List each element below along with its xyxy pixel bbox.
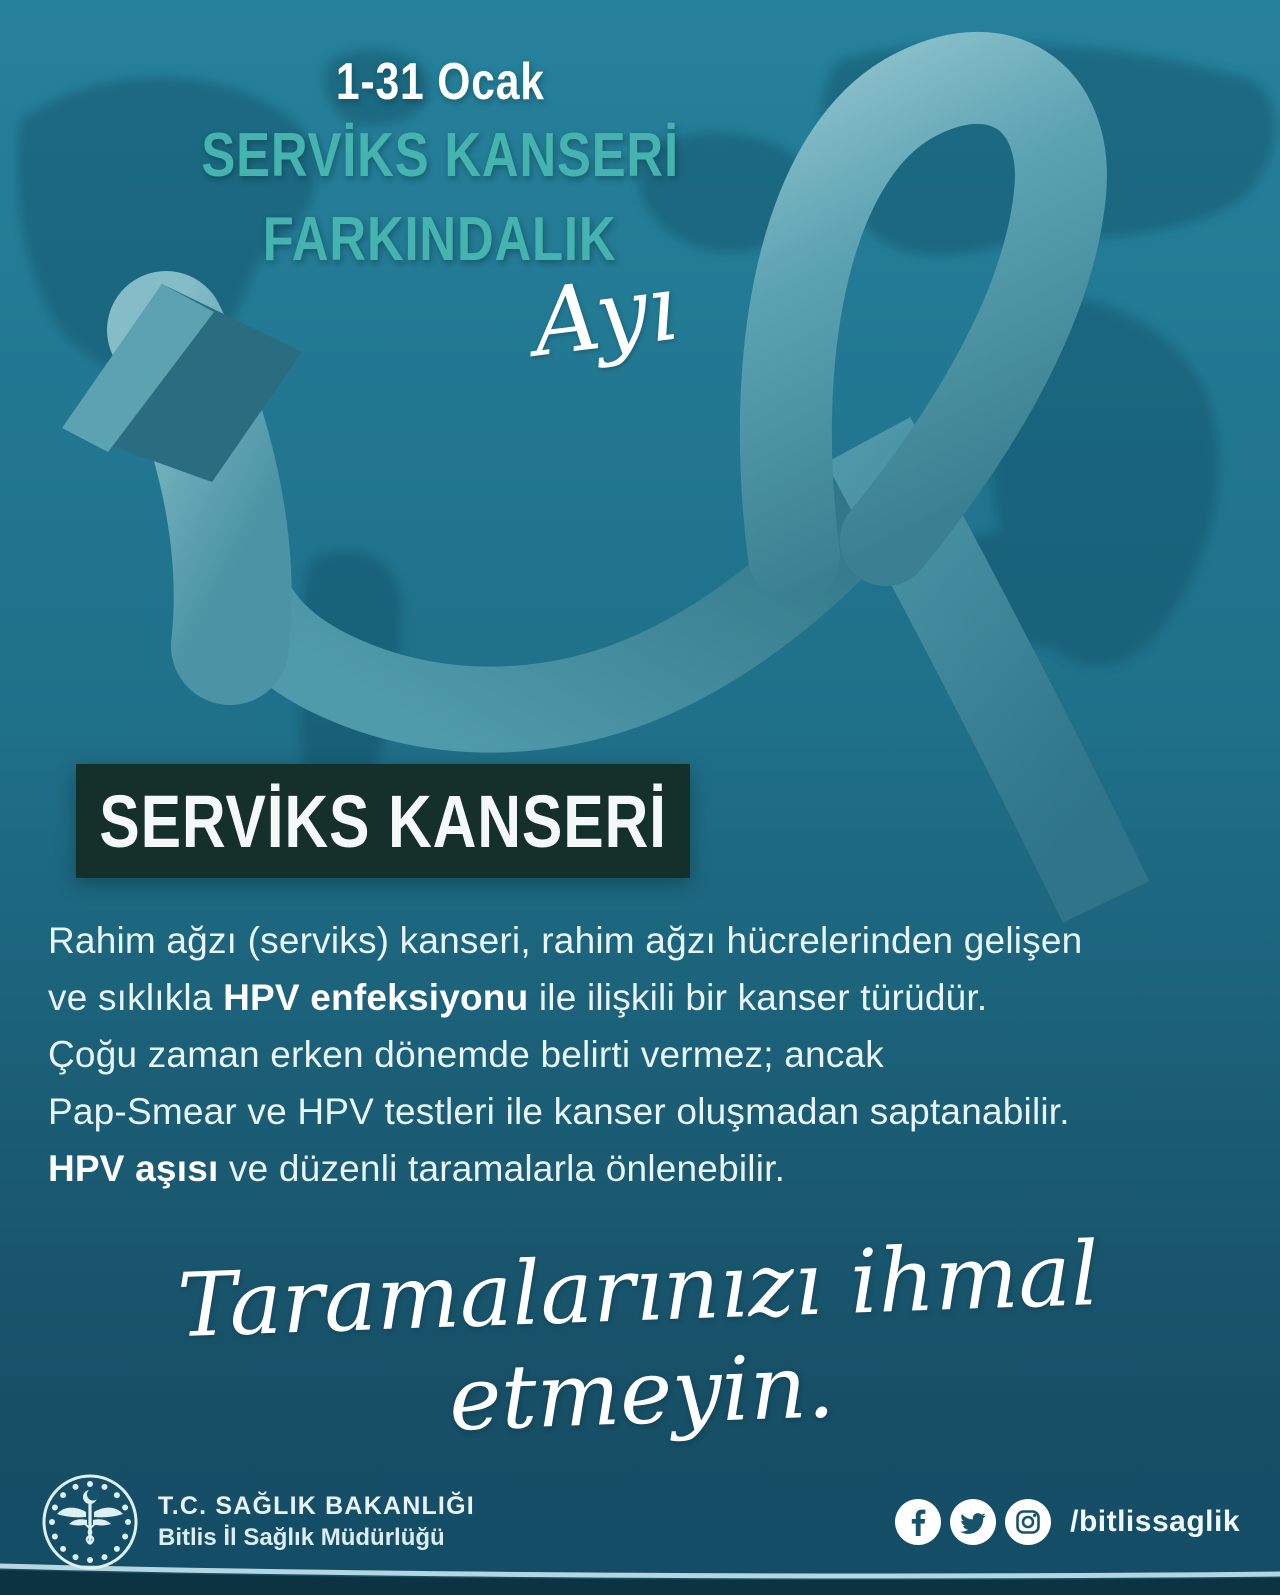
- campaign-title-script: Ayı: [526, 253, 684, 378]
- section-banner: [76, 764, 690, 878]
- instagram-icon: [1005, 1499, 1051, 1545]
- campaign-title-line1: [0, 120, 880, 191]
- body-line-4: Pap-Smear ve HPV testleri ile kanser oluşmadan saptanabilir.: [48, 1091, 1070, 1132]
- banner-title: SERVİKS KANSERİ: [99, 779, 667, 863]
- body-line-2: ve sıklıkla HPV enfeksiyonu ile ilişkili bir kanser türüdür.: [48, 977, 988, 1018]
- campaign-date: [0, 52, 880, 112]
- body-paragraph: [48, 912, 1243, 1197]
- hpv-vaccine-bold: HPV aşısı: [48, 1148, 219, 1189]
- facebook-icon: [895, 1499, 941, 1545]
- organization-names: [158, 1492, 475, 1552]
- campaign-date-text: 1-31 Ocak: [335, 53, 545, 111]
- twitter-icon: [950, 1499, 996, 1545]
- ministry-name: T.C. SAĞLIK BAKANLIĞI: [158, 1492, 475, 1520]
- social-handle: /bitlissaglik: [1070, 1505, 1240, 1538]
- tagline-script: Taramalarınızı ihmal etmeyin.: [175, 1221, 1101, 1451]
- directorate-name: Bitlis İl Sağlık Müdürlüğü: [158, 1524, 445, 1551]
- body-line-1: Rahim ağzı (serviks) kanseri, rahim ağzı hücrelerinden gelişen: [48, 920, 1083, 961]
- caduceus-icon: [57, 1489, 123, 1545]
- campaign-title-line2-text: FARKINDALIK: [263, 205, 617, 274]
- ministry-of-health-logo: [40, 1472, 140, 1572]
- body-line-3: Çoğu zaman erken dönemde belirti vermez; ancak: [48, 1034, 884, 1075]
- hpv-infection-bold: HPV enfeksiyonu: [223, 977, 529, 1018]
- footer: [0, 1452, 1280, 1592]
- social-icons: [895, 1499, 1240, 1545]
- body-line-5: HPV aşısı ve düzenli taramalarla önlenebilir.: [48, 1148, 786, 1189]
- campaign-title-line1-text: SERVİKS KANSERİ: [201, 121, 679, 190]
- footer-branding: [40, 1472, 475, 1572]
